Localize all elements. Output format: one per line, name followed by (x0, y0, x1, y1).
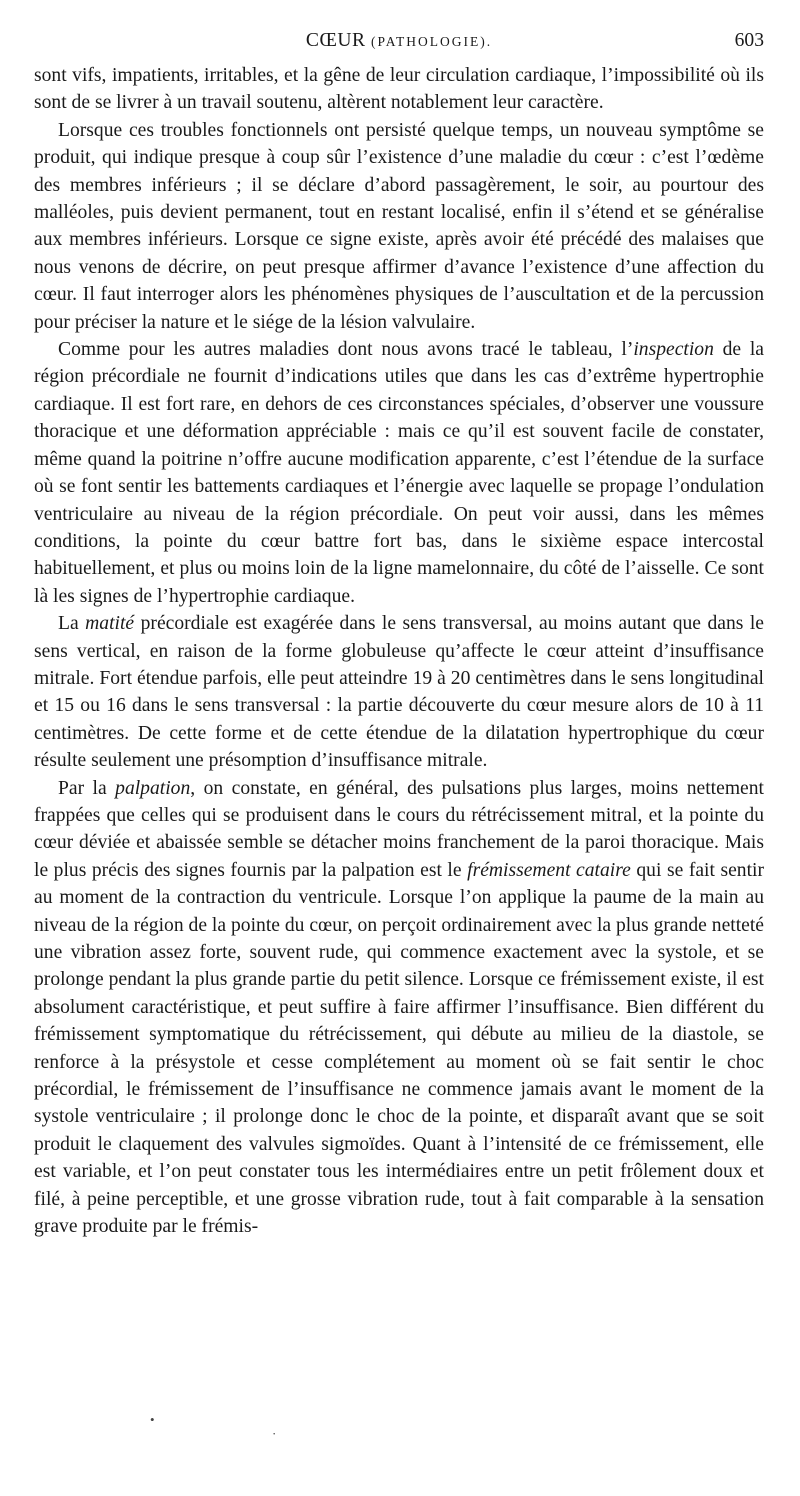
running-head-title-line (34, 30, 764, 52)
paragraph: La matité précordiale est exagérée dans le sens transversal, au moins autant que dans le sens vertical, en raison de la forme globuleuse qu’affecte le cœur atteint d’insuffisance mitrale. Fort étendue parfois, elle peut atteindre 19 à 20 centimètres dans le sens longitudinal et 15 ou 16 dans le sens transversal : la partie découverte du cœur mesure alors de 10 à 11 centimètres. De cette forme et de cette étendue de la dilatation hypertrophique du cœur résulte seulement une présomption d’insuffisance mitrale. (34, 613, 764, 772)
paragraph: sont vifs, impatients, irritables, et la gêne de leur circulation cardiaque, l’impossibilité où ils sont de se livrer à un travail soutenu, altèrent notablement leur caractère. (34, 65, 764, 114)
running-head-title: CŒUR (305, 30, 366, 51)
running-head-subtitle: (PATHOLOGIE). (371, 34, 493, 49)
scan-speck-mark: · (272, 1426, 277, 1441)
paragraph: Par la palpation, on constate, en général, des pulsations plus larges, moins nettement frappées que celles qui se produisent dans le cours du rétrécissement mitral, et la pointe du cœur déviée et abaissée semble se détacher moins franchement de la paroi thoracique. Mais le plus précis des signes fournis par la palpation est le frémissement cataire qui se fait sentir au moment de la contraction du ventricule. Lorsque l’on applique la paume de la main au niveau de la région de la pointe du cœur, on perçoit ordinairement avec la plus grande netteté une vibration assez forte, souvent rude, qui commence exactement avec la systole, et se prolonge pendant la plus grande partie du petit silence. Lorsque ce frémissement existe, il est absolument caractéristique, et peut suffire à faire affirmer l’insuffisance. Bien différent du frémissement symptomatique du rétrécissement, qui débute au milieu de la diastole, se renforce à la présystole et cesse complétement au moment où se fait sentir le choc précordial, le frémissement de l’insuffisance ne commence jamais avant le moment de la systole ventriculaire ; il prolonge donc le choc de la pointe, et disparaît avant que se soit produit le claquement des valvules sigmoïdes. Quant à l’intensité de ce frémissement, elle est variable, et l’on peut constater tous les intermédiaires entre un petit frôlement doux et filé, à peine perceptible, et une grosse vibration rude, tout à fait comparable à la sensation grave produite par le frémis- (34, 777, 765, 1238)
running-head (34, 30, 764, 58)
page-number: 603 (734, 30, 764, 51)
body-text (34, 62, 764, 1240)
paragraph: Lorsque ces troubles fonctionnels ont persisté quelque temps, un nouveau symptôme se produit, qui indique presque à coup sûr l’existence d’une maladie du cœur : c’est l’œdème des membres inférieurs ; il se déclare d’abord passagèrement, le soir, au pourtour des malléoles, puis devient permanent, tout en restant localisé, enfin il s’étend et se généralise aux membres inférieurs. Lorsque ce signe existe, après avoir été précédé des malaises que nous venons de décrire, on peut presque affirmer d’avance l’existence d’une affection du cœur. Il faut interroger alors les phénomènes physiques de l’auscultation et de la percussion pour préciser la nature et le siége de la lésion valvulaire. (34, 119, 764, 333)
paragraph: Comme pour les autres maladies dont nous avons tracé le tableau, l’inspection de la région précordiale ne fournit d’indications utiles que dans les cas d’extrême hypertrophie cardiaque. Il est fort rare, en dehors de ces circonstances spéciales, d’observer une voussure thoracique et une déformation appréciable : mais ce qu’il est souvent facile de constater, même quand la poitrine n’offre aucune modification apparente, c’est l’étendue de la surface où se font sentir les battements cardiaques et l’énergie avec laquelle se propage l’ondulation ventriculaire au niveau de la région précordiale. On peut voir aussi, dans les mêmes conditions, la pointe du cœur battre fort bas, dans le sixième espace intercostal habituellement, et plus ou moins loin de la ligne mamelonnaire, du côté de l’aisselle. Ce sont là les signes de l’hypertrophie cardiaque. (34, 339, 764, 607)
scan-speck-mark: • (150, 1412, 155, 1427)
